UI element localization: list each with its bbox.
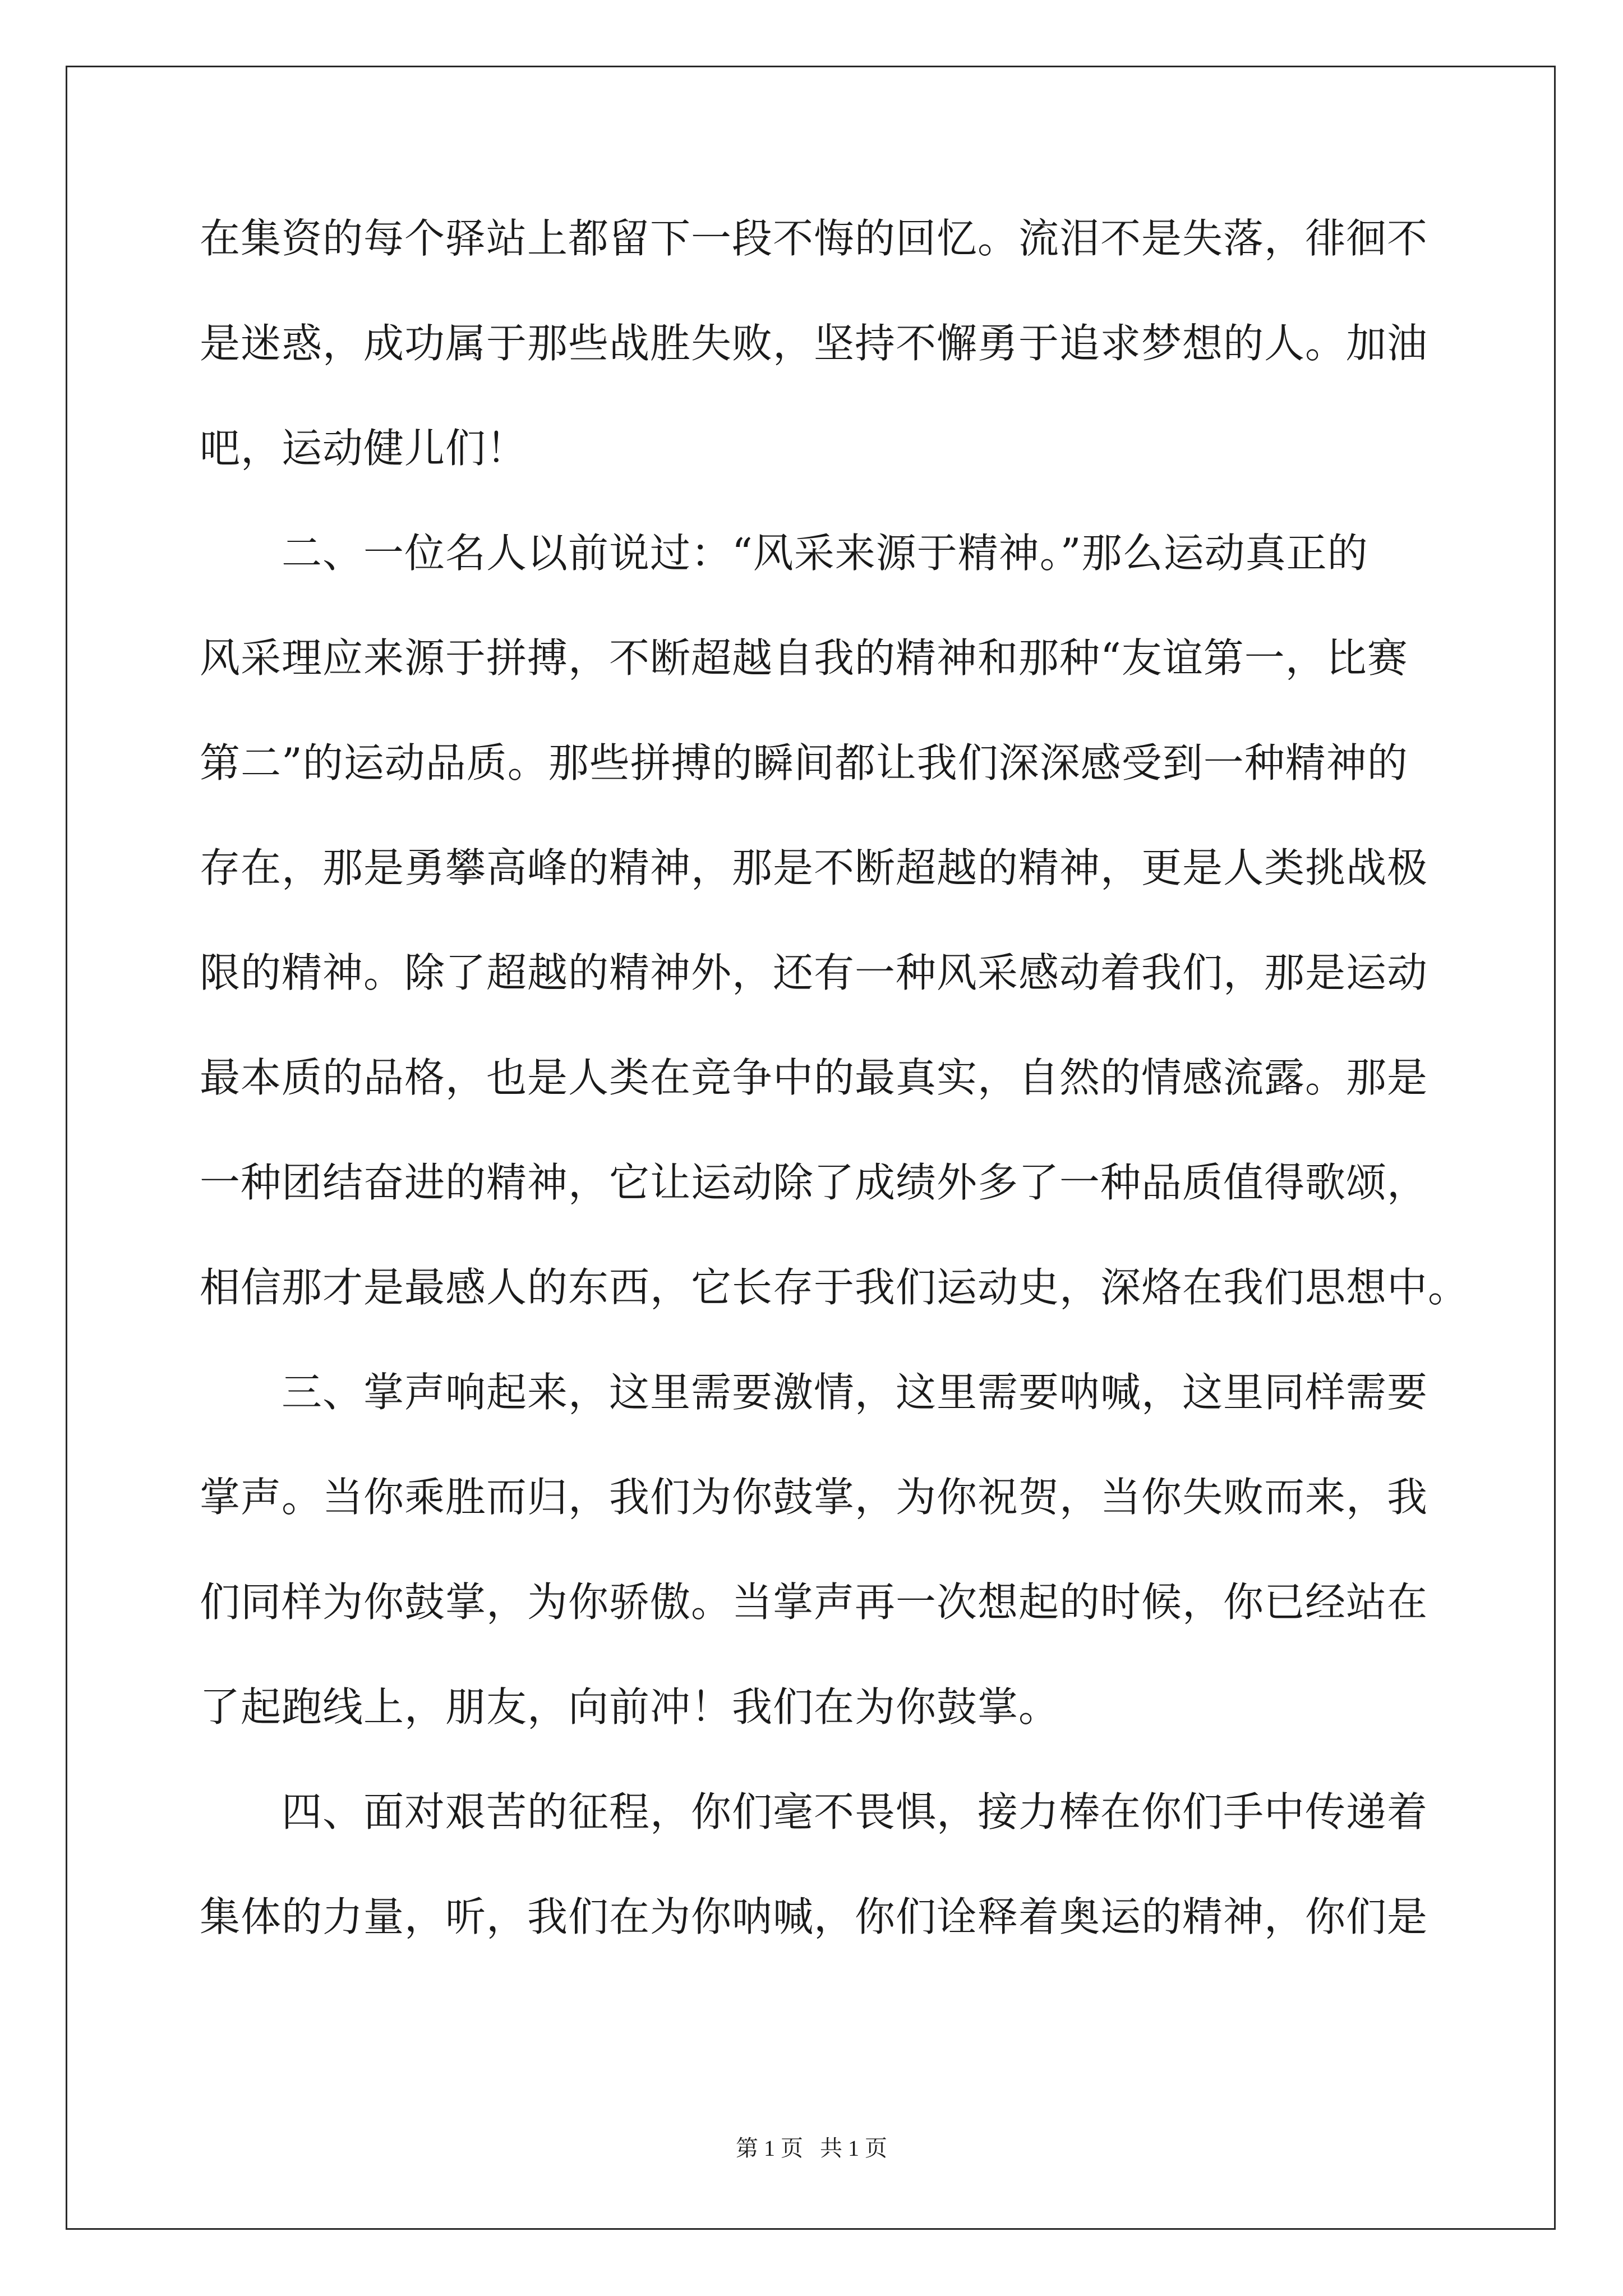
text-line: 第二”的运动品质。那些拼搏的瞬间都让我们深深感受到一种精神的 <box>200 739 1408 786</box>
text-line: 掌声。当你乘胜而归，我们为你鼓掌，为你祝贺，当你失败而来，我 <box>200 1474 1428 1521</box>
text-line: 吧，运动健儿们！ <box>200 425 528 472</box>
paragraph-start-line: 四、面对艰苦的征程，你们毫不畏惧，接力棒在你们手中传递着 <box>282 1788 1428 1835</box>
page-footer: 第 1 页 共 1 页 <box>736 2136 887 2161</box>
text-line: 集体的力量，听，我们在为你呐喊，你们诠释着奥运的精神，你们是 <box>200 1893 1428 1940</box>
text-line: 了起跑线上，朋友，向前冲！我们在为你鼓掌。 <box>200 1683 1060 1731</box>
text-line: 在集资的每个驿站上都留下一段不悔的回忆。流泪不是失落，徘徊不 <box>200 215 1428 262</box>
text-line: 一种团结奋进的精神，它让运动除了成绩外多了一种品质值得歌颂， <box>200 1159 1428 1206</box>
text-line: 风采理应来源于拼搏，不断超越自我的精神和那种“友谊第一，比赛 <box>200 634 1408 682</box>
paragraph-start-line: 二、一位名人以前说过：“风采来源于精神。”那么运动真正的 <box>282 530 1368 577</box>
text-line: 相信那才是最感人的东西，它长存于我们运动史，深烙在我们思想中。 <box>200 1264 1469 1311</box>
text-line: 是迷惑，成功属于那些战胜失败，坚持不懈勇于追求梦想的人。加油 <box>200 320 1428 367</box>
paragraph-start-line: 三、掌声响起来，这里需要激情，这里需要呐喊，这里同样需要 <box>282 1369 1428 1416</box>
text-line: 限的精神。除了超越的精神外，还有一种风采感动着我们，那是运动 <box>200 949 1428 996</box>
document-body <box>200 213 1469 1996</box>
text-line: 存在，那是勇攀高峰的精神，那是不断超越的精神，更是人类挑战极 <box>200 844 1428 891</box>
text-line: 最本质的品格，也是人类在竞争中的最真实，自然的情感流露。那是 <box>200 1054 1428 1101</box>
text-line: 们同样为你鼓掌，为你骄傲。当掌声再一次想起的时候，你已经站在 <box>200 1579 1428 1626</box>
